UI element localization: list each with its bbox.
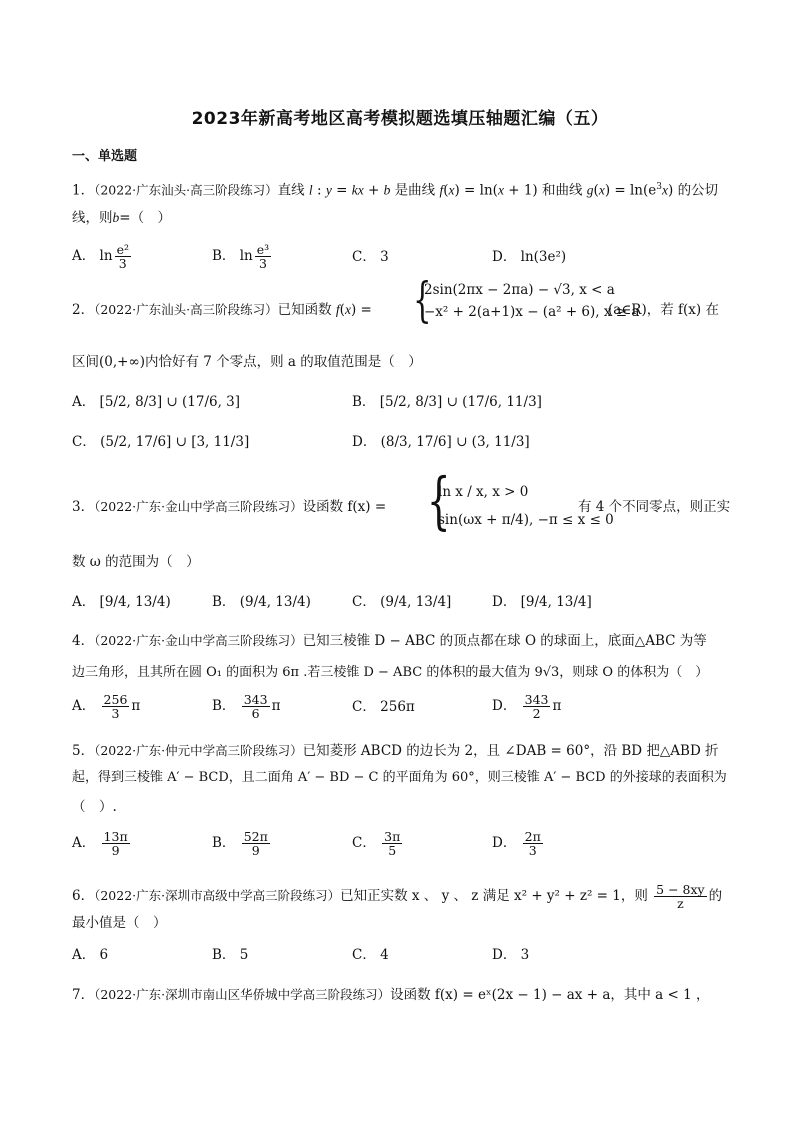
q3-option-c[interactable]: C． (9/4, 13/4]	[352, 594, 452, 610]
q6-fraction: $\frac{5 - 8xy}{z}$	[656, 882, 705, 912]
q4-source: （2022·广东·金山中学高三阶段练习）	[94, 633, 303, 648]
q1-source: （2022·广东汕头·高三阶段练习）	[94, 182, 278, 198]
q4-option-b[interactable]: B． $\frac{343}{6}$ π	[212, 692, 281, 722]
q2-case2: −x² + 2(a+1)x − (a² + 6), x ≥ a	[424, 304, 640, 320]
q4-number: 4．	[72, 633, 95, 649]
q3-tail: 有 4 个不同零点，则正实	[578, 499, 731, 515]
q7-source: （2022·广东·深圳市南山区华侨城中学高三阶段练习）	[94, 987, 391, 1002]
q3-line1	[72, 497, 386, 517]
q3-line2: 数 ω 的范围为（ ）	[72, 554, 200, 570]
q7-number: 7．	[72, 987, 95, 1003]
q2-number: 2．	[72, 302, 95, 318]
q1-option-b[interactable]: B． ln $\frac{\text{e³}}{3}$	[212, 242, 270, 272]
q6-option-c[interactable]: C． 4	[352, 947, 389, 963]
q3-stem: 设函数 f(x) =	[302, 499, 387, 515]
q2-option-a[interactable]: A． [5/2, 8/3] ∪ (17/6, 3]	[72, 394, 241, 410]
q2-option-c[interactable]: C． (5/2, 17/6] ∪ [3, 11/3]	[72, 434, 250, 450]
q4-option-d[interactable]: D． $\frac{343}{2}$ π	[492, 692, 562, 722]
q2-cond: (a∈R)，若 f(x) 在	[608, 302, 719, 318]
q3-brace: {	[426, 464, 451, 537]
q5-option-b[interactable]: B． $\frac{52\pi}{9}$	[212, 829, 268, 859]
q5-line1	[72, 741, 719, 761]
q1-stem-d: 的公切	[677, 182, 719, 199]
q1-option-a[interactable]: A． ln $\frac{\text{e²}}{3}$	[72, 242, 129, 272]
q3-case1: ln x / x, x > 0	[438, 484, 529, 500]
q2-source: （2022·广东汕头·高三阶段练习）	[94, 302, 278, 317]
q3-source: （2022·广东·金山中学高三阶段练习）	[94, 499, 303, 514]
q1-option-c[interactable]: C． 3	[352, 249, 389, 265]
q6-option-b[interactable]: B． 5	[212, 947, 249, 963]
q6-tail: 的	[708, 888, 723, 905]
q5-option-c[interactable]: C． $\frac{3\pi}{5}$	[352, 829, 401, 859]
q6-source: （2022·广东·深圳市高级中学高三阶段练习）	[94, 888, 341, 904]
q3-case2: sin(ωx + π/4), −π ≤ x ≤ 0	[438, 512, 614, 528]
q1-stem: 直线	[277, 182, 305, 199]
q6-number: 6．	[72, 888, 95, 905]
q5-option-a[interactable]: A． $\frac{13\pi}{9}$	[72, 829, 128, 859]
q5-line3: （ ）.	[72, 799, 117, 815]
q1-line2: 线，则b=（ ）	[72, 210, 172, 226]
q2-stem: 已知函数	[277, 302, 332, 318]
q6-line1	[72, 883, 722, 910]
q6-line2: 最小值是（ ）	[72, 915, 167, 931]
q2-option-b[interactable]: B． [5/2, 8/3] ∪ (17/6, 11/3]	[352, 394, 542, 410]
q5-line1-text: 已知菱形 ABCD 的边长为 2，且 ∠DAB = 60°，沿 BD 把△ABD 折	[302, 743, 719, 759]
q3-option-b[interactable]: B． (9/4, 13/4)	[212, 594, 311, 610]
q6-stem: 已知正实数 x 、 y 、 z 满足 x² + y² + z² = 1，则	[340, 888, 648, 905]
page-title: 2023年新高考地区高考模拟题选填压轴题汇编（五）	[191, 109, 609, 129]
q1-stem-b: 是曲线	[394, 182, 436, 199]
q3-option-d[interactable]: D． [9/4, 13/4]	[492, 594, 592, 610]
q2-brace: {	[413, 272, 432, 328]
q6-option-a[interactable]: A． 6	[72, 947, 109, 963]
q5-number: 5．	[72, 743, 95, 759]
q2-option-d[interactable]: D． (8/3, 17/6] ∪ (3, 11/3]	[352, 434, 530, 450]
section-heading: 一、单选题	[72, 149, 138, 164]
q5-option-d[interactable]: D． $\frac{2\pi}{3}$	[492, 829, 541, 859]
q1-stem-c: 和曲线	[542, 182, 583, 199]
q1-option-d[interactable]: D． ln(3e²)	[492, 249, 567, 265]
q1-line-eq: l	[308, 182, 313, 198]
q7-line1	[72, 985, 709, 1005]
q1-line1: 1．（2022·广东汕头·高三阶段练习）直线 l : y = kx + b 是曲线 f(x) = ln(x + 1) 和曲线 $g(x) = \ln(e^3x)$ 的公切	[72, 182, 719, 199]
q5-line2: 起，得到三棱锥 A′ − BCD，且二面角 A′ − BD − C 的平面角为 60°，则三棱锥 A′ − BCD 的外接球的表面积为	[72, 770, 727, 785]
q1-line2-text: 线，则	[72, 210, 113, 226]
q1-line2-end: （ ）	[130, 210, 172, 226]
q4-option-a[interactable]: A． $\frac{256}{3}$ π	[72, 692, 141, 722]
q2-case1: 2sin(2πx − 2πa) − √3, x < a	[424, 282, 615, 298]
q2-line2: 区间(0,+∞)内恰好有 7 个零点，则 a 的取值范围是（ ）	[72, 354, 422, 370]
q3-option-a[interactable]: A． [9/4, 13/4)	[72, 594, 171, 610]
q6-option-d[interactable]: D． 3	[492, 947, 530, 963]
q4-line1	[72, 631, 707, 651]
q4-line2: 边三角形，且其所在圆 O₁ 的面积为 6π .若三棱锥 D − ABC 的体积的最大值为 9√3，则球 O 的体积为（ ）	[72, 665, 709, 680]
q4-line1-text: 已知三棱锥 D − ABC 的顶点都在球 O 的球面上，底面△ABC 为等	[302, 633, 707, 649]
q7-stem: 设函数 f(x) = eˣ(2x − 1) − ax + a，其中 a < 1 ，	[390, 987, 710, 1003]
q1-number: 1．	[72, 182, 95, 199]
q4-option-c[interactable]: C． 256π	[352, 699, 415, 715]
q2-line1: 2．（2022·广东汕头·高三阶段练习）已知函数 f(x) =	[72, 302, 372, 318]
q5-source: （2022·广东·仲元中学高三阶段练习）	[94, 743, 303, 758]
q3-number: 3．	[72, 499, 95, 515]
